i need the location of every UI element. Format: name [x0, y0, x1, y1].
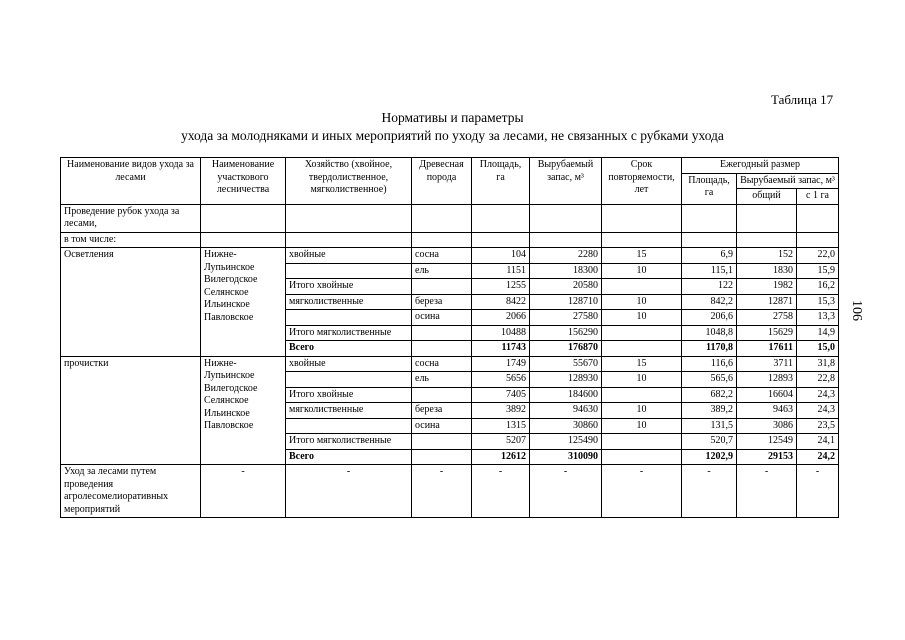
- table-title-line-1: Нормативы и параметры: [381, 110, 524, 125]
- area-cell: 1151: [472, 263, 530, 279]
- farm-cell: Итого хвойные: [286, 279, 412, 295]
- period-cell: 10: [602, 372, 682, 388]
- dash-cell: -: [737, 465, 797, 518]
- annual-perha-cell: 24,3: [797, 403, 839, 419]
- dash-cell: -: [530, 465, 602, 518]
- annual-area-cell: 6,9: [682, 248, 737, 264]
- volume-cell: 310090: [530, 449, 602, 465]
- header-total: общий: [737, 189, 797, 205]
- volume-cell: 184600: [530, 387, 602, 403]
- annual-area-cell: 682,2: [682, 387, 737, 403]
- volume-cell: 55670: [530, 356, 602, 372]
- annual-perha-cell: 31,8: [797, 356, 839, 372]
- farm-cell: хвойные: [286, 356, 412, 372]
- annual-area-cell: 115,1: [682, 263, 737, 279]
- species-cell: [412, 279, 472, 295]
- area-cell: 2066: [472, 310, 530, 326]
- species-cell: осина: [412, 418, 472, 434]
- period-cell: 10: [602, 294, 682, 310]
- section-prochistki: [61, 356, 839, 465]
- header-period: Срок повторяемости, лет: [602, 158, 682, 205]
- period-cell: [602, 279, 682, 295]
- farm-cell: хвойные: [286, 248, 412, 264]
- intro-row: [61, 204, 839, 232]
- annual-area-cell: 131,5: [682, 418, 737, 434]
- annual-area-cell: 1202,9: [682, 449, 737, 465]
- period-cell: 10: [602, 403, 682, 419]
- annual-total-cell: 1830: [737, 263, 797, 279]
- annual-total-cell: 12549: [737, 434, 797, 450]
- species-cell: ель: [412, 263, 472, 279]
- species-cell: [412, 434, 472, 450]
- species-cell: сосна: [412, 248, 472, 264]
- period-cell: 10: [602, 418, 682, 434]
- annual-total-cell: 9463: [737, 403, 797, 419]
- intro-row-2: [61, 232, 839, 248]
- header-per-ha: с 1 га: [797, 189, 839, 205]
- annual-total-cell: 3711: [737, 356, 797, 372]
- annual-perha-cell: 15,3: [797, 294, 839, 310]
- species-cell: [412, 325, 472, 341]
- species-cell: береза: [412, 403, 472, 419]
- norms-table: [60, 157, 839, 518]
- farm-cell: Итого мягколиственные: [286, 325, 412, 341]
- farm-cell: [286, 263, 412, 279]
- annual-area-cell: 116,6: [682, 356, 737, 372]
- annual-total-cell: 1982: [737, 279, 797, 295]
- farm-cell: Всего: [286, 341, 412, 357]
- volume-cell: 128930: [530, 372, 602, 388]
- area-cell: 5207: [472, 434, 530, 450]
- annual-perha-cell: 24,2: [797, 449, 839, 465]
- annual-area-cell: 842,2: [682, 294, 737, 310]
- period-cell: [602, 434, 682, 450]
- farm-cell: мягколиственные: [286, 403, 412, 419]
- header-annual-volume: Вырубаемый запас, м³: [737, 173, 839, 189]
- forestry-cell: Нижне-Лупьинское Вилегодское Селянское Ильинское Павловское: [201, 248, 286, 357]
- area-cell: 1315: [472, 418, 530, 434]
- annual-total-cell: 15629: [737, 325, 797, 341]
- species-cell: сосна: [412, 356, 472, 372]
- annual-total-cell: 152: [737, 248, 797, 264]
- work-type-cell: прочистки: [61, 356, 201, 465]
- intro-text: Проведение рубок ухода за лесами,: [61, 204, 201, 232]
- header-area: Площадь, га: [472, 158, 530, 205]
- annual-total-cell: 29153: [737, 449, 797, 465]
- period-cell: 15: [602, 248, 682, 264]
- dash-cell: -: [682, 465, 737, 518]
- annual-perha-cell: 14,9: [797, 325, 839, 341]
- dash-cell: -: [797, 465, 839, 518]
- header-farm: Хозяйство (хвойное, твердолиственное, мягколиственное): [286, 158, 412, 205]
- annual-perha-cell: 24,3: [797, 387, 839, 403]
- volume-cell: 128710: [530, 294, 602, 310]
- dash-cell: -: [472, 465, 530, 518]
- annual-total-cell: 3086: [737, 418, 797, 434]
- period-cell: [602, 341, 682, 357]
- farm-cell: [286, 372, 412, 388]
- annual-perha-cell: 22,8: [797, 372, 839, 388]
- area-cell: 10488: [472, 325, 530, 341]
- species-cell: ель: [412, 372, 472, 388]
- annual-perha-cell: 23,5: [797, 418, 839, 434]
- annual-perha-cell: 22,0: [797, 248, 839, 264]
- area-cell: 5656: [472, 372, 530, 388]
- dash-cell: -: [602, 465, 682, 518]
- farm-cell: Итого хвойные: [286, 387, 412, 403]
- annual-total-cell: 12893: [737, 372, 797, 388]
- farm-cell: Всего: [286, 449, 412, 465]
- species-cell: береза: [412, 294, 472, 310]
- area-cell: 1255: [472, 279, 530, 295]
- species-cell: [412, 387, 472, 403]
- volume-cell: 156290: [530, 325, 602, 341]
- forestry-cell: Нижне-Лупьинское Вилегодское Селянское Ильинское Павловское: [201, 356, 286, 465]
- annual-total-cell: 2758: [737, 310, 797, 326]
- annual-perha-cell: 24,1: [797, 434, 839, 450]
- species-cell: [412, 341, 472, 357]
- farm-cell: мягколиственные: [286, 294, 412, 310]
- volume-cell: 94630: [530, 403, 602, 419]
- section-osvetleniya: [61, 248, 839, 357]
- agro-name: Уход за лесами путем проведения агролесомелиоративных мероприятий: [61, 465, 201, 518]
- species-cell: [412, 449, 472, 465]
- header-volume: Вырубаемый запас, м³: [530, 158, 602, 205]
- volume-cell: 20580: [530, 279, 602, 295]
- table-label: Таблица 17: [771, 92, 834, 107]
- dash-cell: -: [286, 465, 412, 518]
- annual-area-cell: 389,2: [682, 403, 737, 419]
- annual-total-cell: 16604: [737, 387, 797, 403]
- area-cell: 104: [472, 248, 530, 264]
- farm-cell: [286, 418, 412, 434]
- agro-row: [61, 465, 839, 518]
- page-number: 106: [849, 300, 864, 321]
- header-species: Древесная порода: [412, 158, 472, 205]
- header-row-1: [61, 158, 839, 174]
- farm-cell: Итого мягколиственные: [286, 434, 412, 450]
- annual-area-cell: 206,6: [682, 310, 737, 326]
- annual-perha-cell: 15,9: [797, 263, 839, 279]
- period-cell: [602, 325, 682, 341]
- header-annual: Ежегодный размер: [682, 158, 839, 174]
- table-row: [61, 356, 839, 372]
- area-cell: 7405: [472, 387, 530, 403]
- period-cell: [602, 449, 682, 465]
- volume-cell: 2280: [530, 248, 602, 264]
- annual-area-cell: 565,6: [682, 372, 737, 388]
- annual-area-cell: 122: [682, 279, 737, 295]
- table-row: [61, 248, 839, 264]
- volume-cell: 176870: [530, 341, 602, 357]
- table-title-line-2: ухода за молодняками и иных мероприятий по уходу за лесами, не связанных с рубками ухода: [181, 128, 724, 143]
- annual-area-cell: 520,7: [682, 434, 737, 450]
- header-forestry: Наименование участкового лесничества: [201, 158, 286, 205]
- header-annual-area: Площадь, га: [682, 173, 737, 204]
- annual-total-cell: 12871: [737, 294, 797, 310]
- period-cell: [602, 387, 682, 403]
- header-work-type: Наименование видов ухода за лесами: [61, 158, 201, 205]
- farm-cell: [286, 310, 412, 326]
- work-type-cell: Осветления: [61, 248, 201, 357]
- volume-cell: 30860: [530, 418, 602, 434]
- species-cell: осина: [412, 310, 472, 326]
- dash-cell: -: [412, 465, 472, 518]
- area-cell: 8422: [472, 294, 530, 310]
- annual-perha-cell: 16,2: [797, 279, 839, 295]
- volume-cell: 125490: [530, 434, 602, 450]
- annual-area-cell: 1048,8: [682, 325, 737, 341]
- period-cell: 10: [602, 263, 682, 279]
- area-cell: 1749: [472, 356, 530, 372]
- annual-area-cell: 1170,8: [682, 341, 737, 357]
- dash-cell: -: [201, 465, 286, 518]
- annual-perha-cell: 15,0: [797, 341, 839, 357]
- period-cell: 10: [602, 310, 682, 326]
- intro-text-2: в том числе:: [61, 232, 201, 248]
- period-cell: 15: [602, 356, 682, 372]
- volume-cell: 18300: [530, 263, 602, 279]
- annual-perha-cell: 13,3: [797, 310, 839, 326]
- area-cell: 12612: [472, 449, 530, 465]
- annual-total-cell: 17611: [737, 341, 797, 357]
- volume-cell: 27580: [530, 310, 602, 326]
- area-cell: 11743: [472, 341, 530, 357]
- area-cell: 3892: [472, 403, 530, 419]
